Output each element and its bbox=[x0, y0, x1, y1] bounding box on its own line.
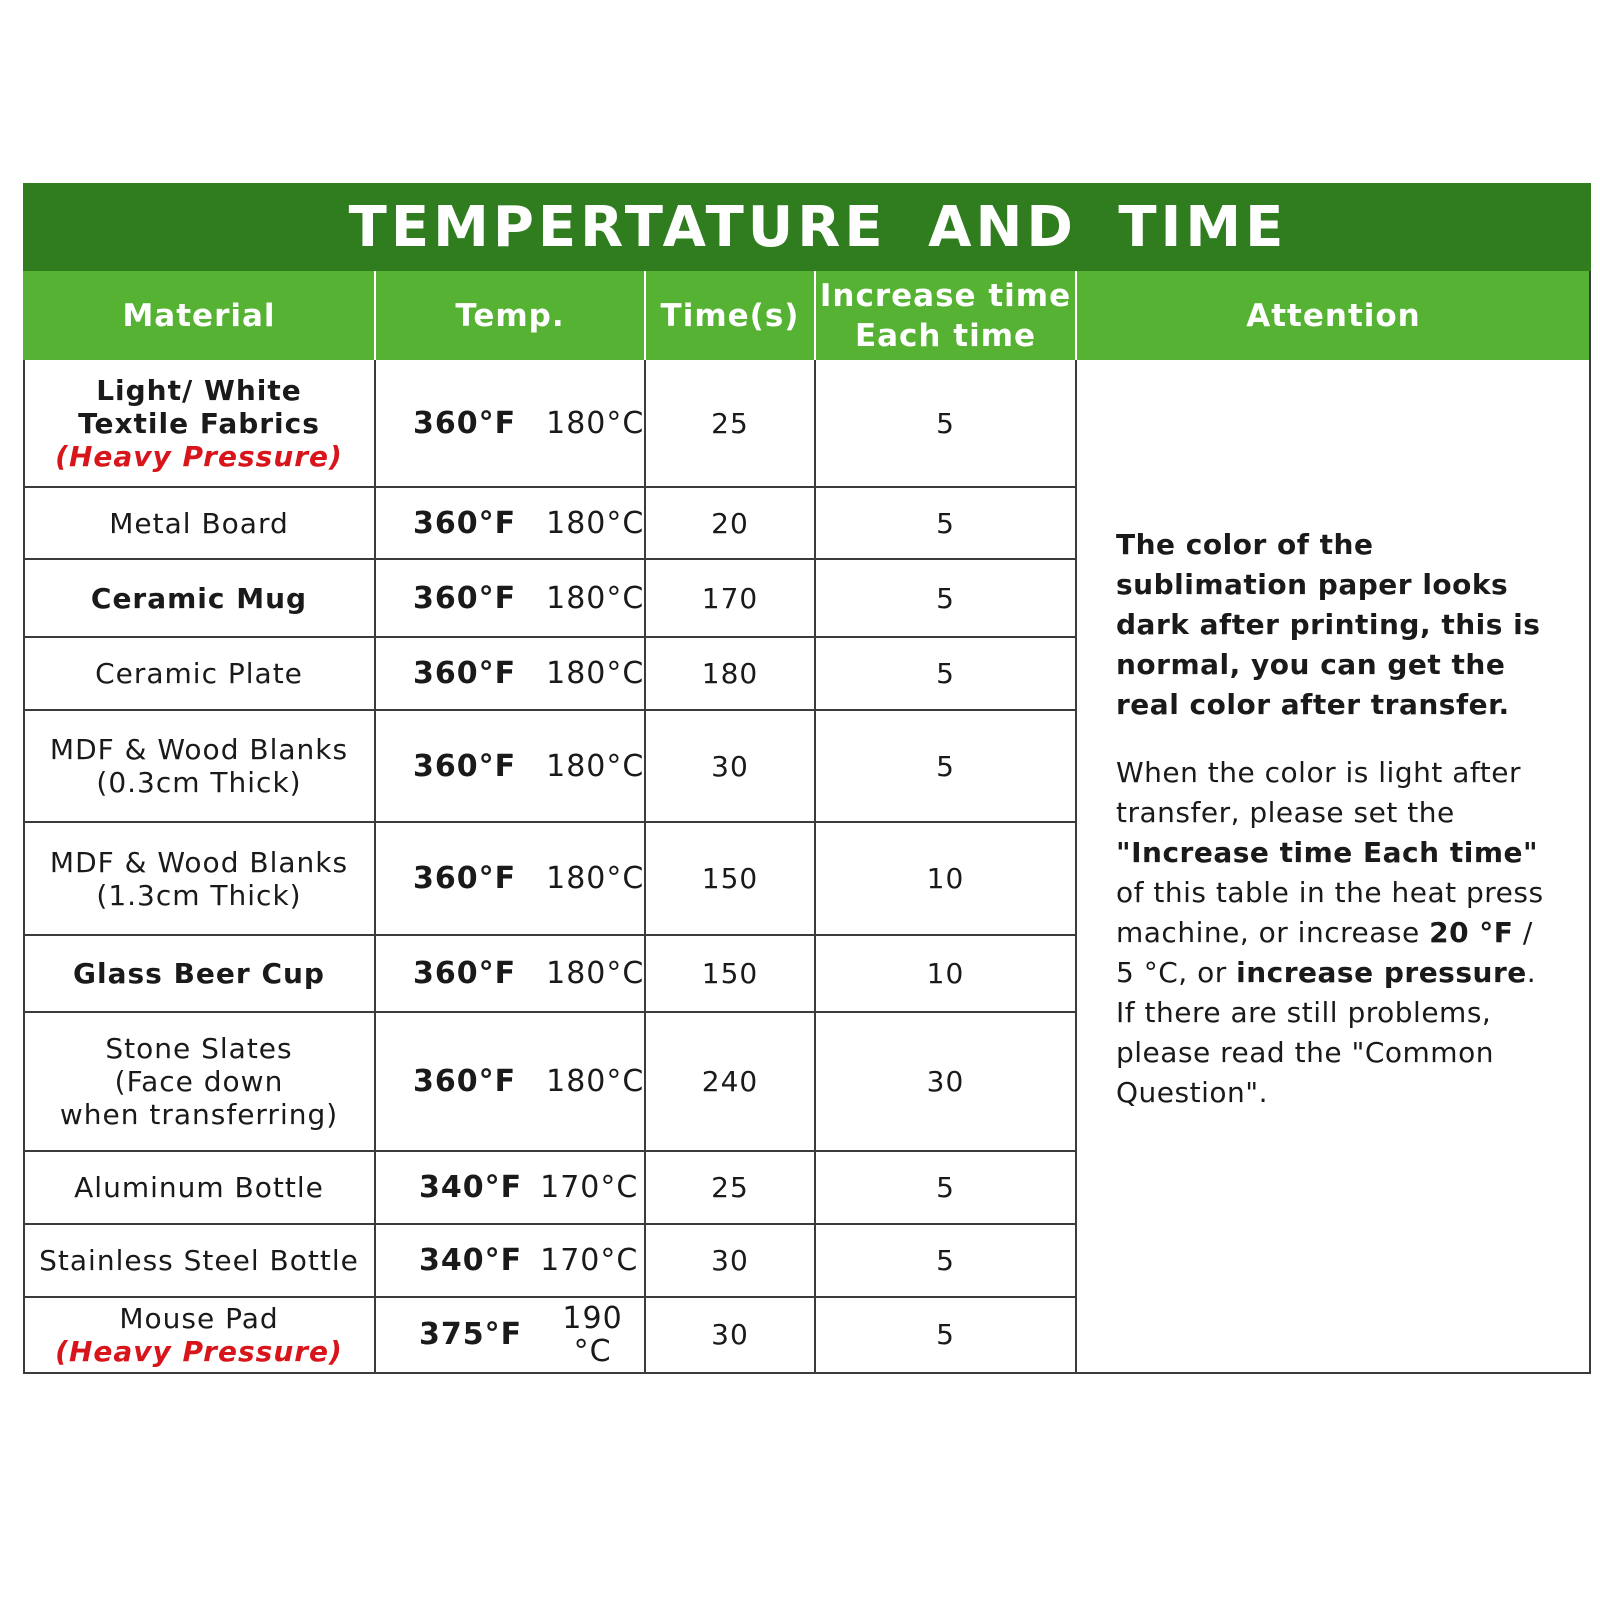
time-cell: 150 bbox=[701, 957, 759, 990]
temp-fahrenheit: 360°F bbox=[413, 861, 517, 896]
grid-line bbox=[23, 1296, 1076, 1298]
header-time: Time(s) bbox=[645, 271, 815, 360]
material-cell bbox=[23, 822, 375, 935]
temp-celsius: 190 °C bbox=[562, 1300, 623, 1369]
temp-celsius: 170°C bbox=[540, 1170, 639, 1205]
grid-line bbox=[814, 360, 816, 1374]
temp-fahrenheit: 360°F bbox=[413, 1064, 517, 1099]
temp-celsius: 180°C bbox=[546, 406, 645, 441]
header-divider bbox=[644, 271, 646, 360]
attention-paragraph-1: The color of the sublimation paper looks dark after printing, this is normal, you can get the real color after transfer. bbox=[1116, 528, 1541, 721]
temp-cell bbox=[375, 360, 645, 487]
increase-cell: 10 bbox=[926, 957, 965, 990]
header-attention: Attention bbox=[1076, 271, 1591, 360]
grid-line bbox=[1075, 360, 1077, 1374]
temp-fahrenheit: 360°F bbox=[413, 956, 517, 991]
material-cell bbox=[23, 1012, 375, 1151]
attention-paragraph-2: When the color is light after transfer, please set the "Increase time Each time" of this table in the heat press machine, or increase 20 °F / 5 °C, or increase pressure. If there are still problems, please read the "Common Question". bbox=[1116, 756, 1544, 1109]
time-cell: 25 bbox=[711, 1171, 749, 1204]
temp-celsius: 180°C bbox=[546, 861, 645, 896]
material-line: (1.3cm Thick) bbox=[96, 878, 302, 912]
material-line: Stone Slates bbox=[105, 1032, 293, 1065]
header-material: Material bbox=[23, 271, 375, 360]
grid-line bbox=[23, 486, 1076, 488]
temp-cell bbox=[375, 1224, 645, 1297]
material-line: Ceramic Plate bbox=[95, 657, 303, 690]
material-line: MDF & Wood Blanks bbox=[49, 845, 349, 879]
grid-line bbox=[644, 360, 646, 1374]
grid-line bbox=[23, 1223, 1076, 1225]
material-line: Light/ White bbox=[96, 374, 302, 407]
material-line: Aluminum Bottle bbox=[74, 1171, 324, 1204]
grid-line bbox=[23, 821, 1076, 823]
material-cell bbox=[23, 935, 375, 1012]
temp-fahrenheit: 375°F bbox=[419, 1317, 523, 1352]
material-line: when transferring) bbox=[59, 1098, 339, 1131]
temp-cell bbox=[375, 1151, 645, 1224]
time-cell: 150 bbox=[701, 862, 759, 895]
header-divider bbox=[814, 271, 816, 360]
temp-fahrenheit: 360°F bbox=[413, 406, 517, 441]
heavy-pressure-note: (Heavy Pressure) bbox=[55, 1334, 343, 1368]
material-line: (0.3cm Thick) bbox=[96, 766, 302, 799]
grid-line bbox=[23, 360, 25, 1374]
temp-celsius: 180°C bbox=[546, 656, 645, 691]
grid-line bbox=[374, 360, 376, 1374]
grid-line bbox=[23, 636, 1076, 638]
temp-celsius: 180°C bbox=[546, 580, 645, 616]
time-cell: 20 bbox=[711, 506, 749, 540]
increase-cell: 5 bbox=[936, 506, 955, 540]
time-cell: 30 bbox=[711, 749, 749, 783]
header-increase-line2: Each time bbox=[854, 317, 1037, 354]
temp-cell bbox=[375, 559, 645, 637]
time-cell: 30 bbox=[711, 1318, 749, 1351]
time-cell: 180 bbox=[701, 657, 759, 690]
material-cell bbox=[23, 710, 375, 822]
grid-line bbox=[23, 558, 1076, 560]
header-temp: Temp. bbox=[375, 271, 645, 360]
material-line: (Face down bbox=[114, 1065, 284, 1098]
material-cell bbox=[23, 1224, 375, 1297]
material-cell bbox=[23, 360, 375, 487]
temp-fahrenheit: 360°F bbox=[413, 656, 517, 691]
table-title: TEMPERTATURE AND TIME bbox=[23, 183, 1591, 271]
grid-line bbox=[23, 934, 1076, 936]
header-divider bbox=[374, 271, 376, 360]
grid-line bbox=[23, 1150, 1076, 1152]
material-line: Mouse Pad bbox=[119, 1301, 279, 1335]
temp-fahrenheit: 340°F bbox=[419, 1170, 523, 1205]
grid-line bbox=[23, 1372, 1591, 1374]
temp-fahrenheit: 360°F bbox=[413, 505, 517, 541]
header-increase-line1: Increase time bbox=[819, 277, 1072, 314]
increase-cell: 5 bbox=[936, 1244, 955, 1277]
temp-cell bbox=[375, 822, 645, 935]
increase-cell: 5 bbox=[936, 581, 955, 615]
material-line: Glass Beer Cup bbox=[73, 957, 325, 990]
time-cell: 240 bbox=[701, 1065, 759, 1098]
material-line: Metal Board bbox=[109, 506, 289, 540]
temp-fahrenheit: 360°F bbox=[413, 748, 517, 784]
time-cell: 170 bbox=[701, 581, 759, 615]
attention-note bbox=[1116, 525, 1546, 1113]
time-cell: 30 bbox=[711, 1244, 749, 1277]
temp-cell bbox=[375, 1012, 645, 1151]
header-increase bbox=[815, 271, 1076, 360]
grid-line bbox=[1589, 271, 1591, 1374]
material-line: Ceramic Mug bbox=[90, 581, 308, 615]
temp-celsius: 170°C bbox=[540, 1243, 639, 1278]
temp-celsius: 180°C bbox=[546, 748, 645, 784]
temp-celsius: 180°C bbox=[546, 1064, 645, 1099]
material-cell bbox=[23, 1151, 375, 1224]
heavy-pressure-note: (Heavy Pressure) bbox=[55, 440, 343, 473]
temp-cell bbox=[375, 1297, 645, 1372]
increase-cell: 5 bbox=[936, 749, 955, 783]
grid-line bbox=[23, 1011, 1076, 1013]
increase-cell: 30 bbox=[926, 1065, 965, 1098]
temp-celsius: 180°C bbox=[546, 505, 645, 541]
temp-fahrenheit: 360°F bbox=[413, 580, 517, 616]
material-cell bbox=[23, 559, 375, 637]
temp-cell bbox=[375, 935, 645, 1012]
header-divider bbox=[1075, 271, 1077, 360]
increase-cell: 5 bbox=[936, 407, 955, 440]
temp-cell bbox=[375, 487, 645, 559]
material-cell bbox=[23, 1297, 375, 1372]
grid-line bbox=[23, 709, 1076, 711]
material-line: Stainless Steel Bottle bbox=[39, 1244, 359, 1277]
temp-fahrenheit: 340°F bbox=[419, 1243, 523, 1278]
temp-cell bbox=[375, 710, 645, 822]
temp-celsius: 180°C bbox=[546, 956, 645, 991]
material-cell bbox=[23, 487, 375, 559]
temp-cell bbox=[375, 637, 645, 710]
time-cell: 25 bbox=[711, 407, 749, 440]
increase-cell: 5 bbox=[936, 657, 955, 690]
increase-cell: 5 bbox=[936, 1171, 955, 1204]
material-line: MDF & Wood Blanks bbox=[49, 733, 349, 766]
increase-cell: 5 bbox=[936, 1318, 955, 1351]
material-line: Textile Fabrics bbox=[78, 407, 320, 440]
increase-cell: 10 bbox=[926, 862, 965, 895]
material-cell bbox=[23, 637, 375, 710]
